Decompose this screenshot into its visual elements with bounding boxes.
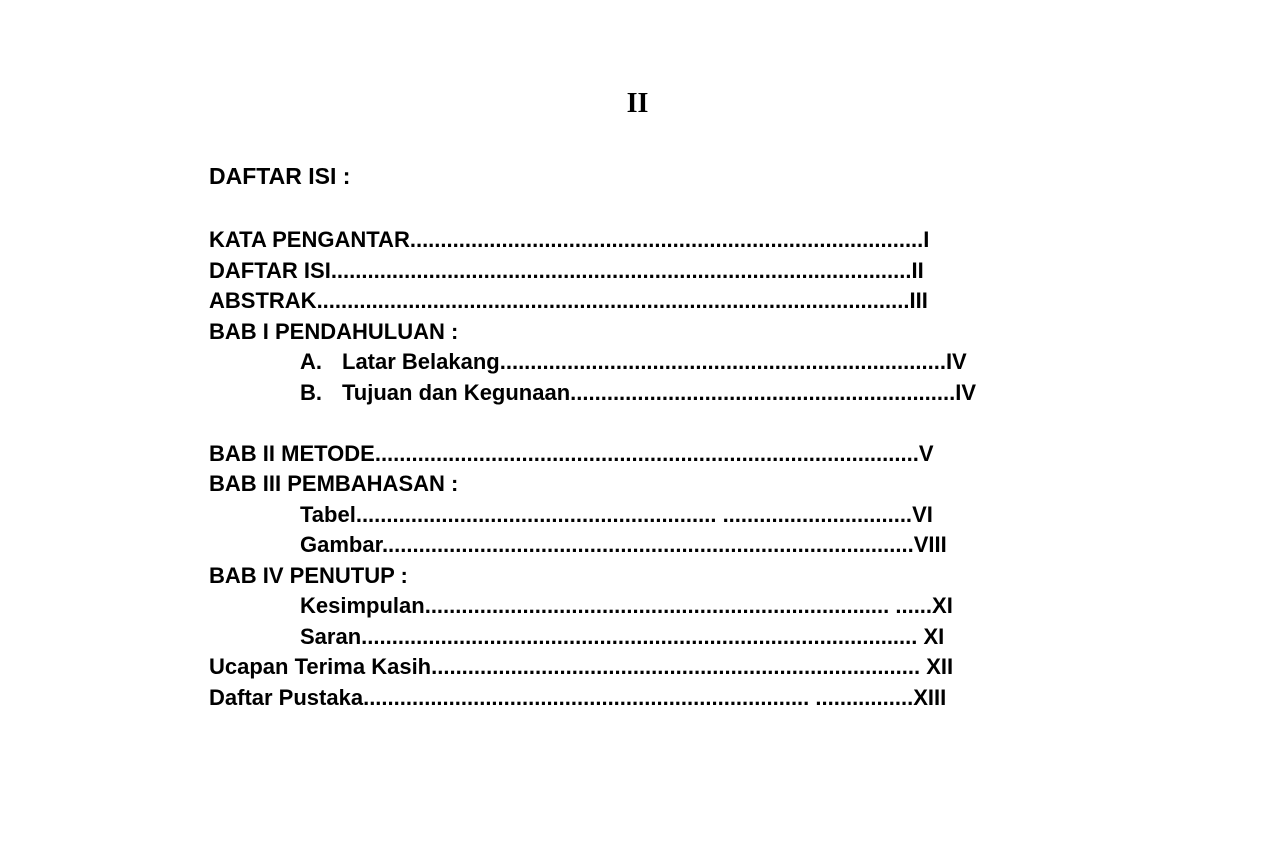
- toc-entry-bab-3-pembahasan: [209, 469, 976, 500]
- toc-entry-bab-1-pendahuluan: [209, 317, 976, 348]
- page-ref: VIII: [913, 532, 947, 557]
- dot-leader: ......................................................................... ................: [363, 684, 914, 710]
- dot-leader: ........................................................... ...............................: [355, 501, 913, 527]
- entry-label: Gambar: [300, 532, 382, 557]
- page-number: II: [626, 88, 649, 119]
- dot-leader: ............................................................................ ......: [424, 593, 933, 618]
- page-ref: IV: [945, 349, 967, 374]
- toc-title: DAFTAR ISI :: [209, 163, 351, 189]
- toc-entry-latar-belakang: [209, 347, 976, 378]
- page-ref: I: [923, 227, 930, 252]
- page-ref: II: [911, 257, 924, 283]
- dot-leader: ....................................................................................: [409, 227, 924, 252]
- list-marker: B.: [300, 379, 322, 405]
- toc-entry-saran: [209, 622, 976, 653]
- page-ref: V: [918, 440, 934, 466]
- dot-leader: ...............................................................................................: [330, 257, 912, 283]
- dot-leader: .................................................................................................: [316, 288, 910, 313]
- dot-leader: ................................................................................: [431, 654, 927, 679]
- entry-label: Kesimpulan: [300, 593, 425, 618]
- dot-leader: ...........................................................................................: [361, 623, 924, 649]
- page-ref: XI: [932, 593, 953, 618]
- page-ref: XI: [923, 623, 945, 649]
- toc-entry-gambar: [209, 530, 976, 561]
- page-ref: VI: [912, 501, 933, 527]
- toc-entry-ucapan-terima-kasih: [209, 652, 976, 683]
- toc-entry-kesimpulan: [209, 591, 976, 622]
- toc-entry-bab-4-penutup: [209, 561, 976, 592]
- toc-entry-kata-pengantar: [209, 225, 976, 256]
- toc-entry-bab-2-metode: [209, 439, 976, 470]
- entry-label: Tujuan dan Kegunaan: [342, 379, 571, 405]
- entry-label: BAB II METODE: [209, 440, 375, 466]
- toc-entry-tabel: [209, 500, 976, 531]
- toc-spacer-row: [209, 408, 976, 439]
- list-marker: A.: [300, 349, 322, 374]
- page-ref: XIII: [913, 684, 947, 710]
- entry-label: Saran: [300, 623, 362, 649]
- dot-leader: .........................................................................................: [374, 440, 919, 466]
- toc-entry-daftar-pustaka: [209, 683, 976, 714]
- entry-label: KATA PENGANTAR: [209, 227, 410, 252]
- toc-entry-abstrak: [209, 286, 976, 317]
- toc-list: [209, 225, 976, 713]
- dot-leader: ...............................................................: [570, 379, 956, 405]
- dot-leader: .......................................................................................: [381, 532, 914, 557]
- page-ref: XII: [926, 654, 954, 679]
- entry-label: Ucapan Terima Kasih: [209, 654, 432, 679]
- entry-label: Latar Belakang: [342, 349, 500, 374]
- dot-leader: .........................................................................: [499, 349, 946, 374]
- entry-label: BAB IV PENUTUP :: [209, 562, 408, 588]
- entry-label: ABSTRAK: [209, 288, 317, 313]
- page-ref: IV: [955, 379, 977, 405]
- entry-label: Daftar Pustaka: [209, 684, 364, 710]
- entry-label: DAFTAR ISI: [209, 257, 331, 283]
- toc-entry-daftar-isi: [209, 256, 976, 287]
- entry-label: BAB III PEMBAHASAN :: [209, 471, 459, 496]
- entry-label: BAB I PENDAHULUAN :: [209, 318, 459, 344]
- entry-label: Tabel: [300, 501, 356, 527]
- page-ref: III: [909, 288, 928, 313]
- toc-entry-tujuan-dan-kegunaan: [209, 378, 976, 409]
